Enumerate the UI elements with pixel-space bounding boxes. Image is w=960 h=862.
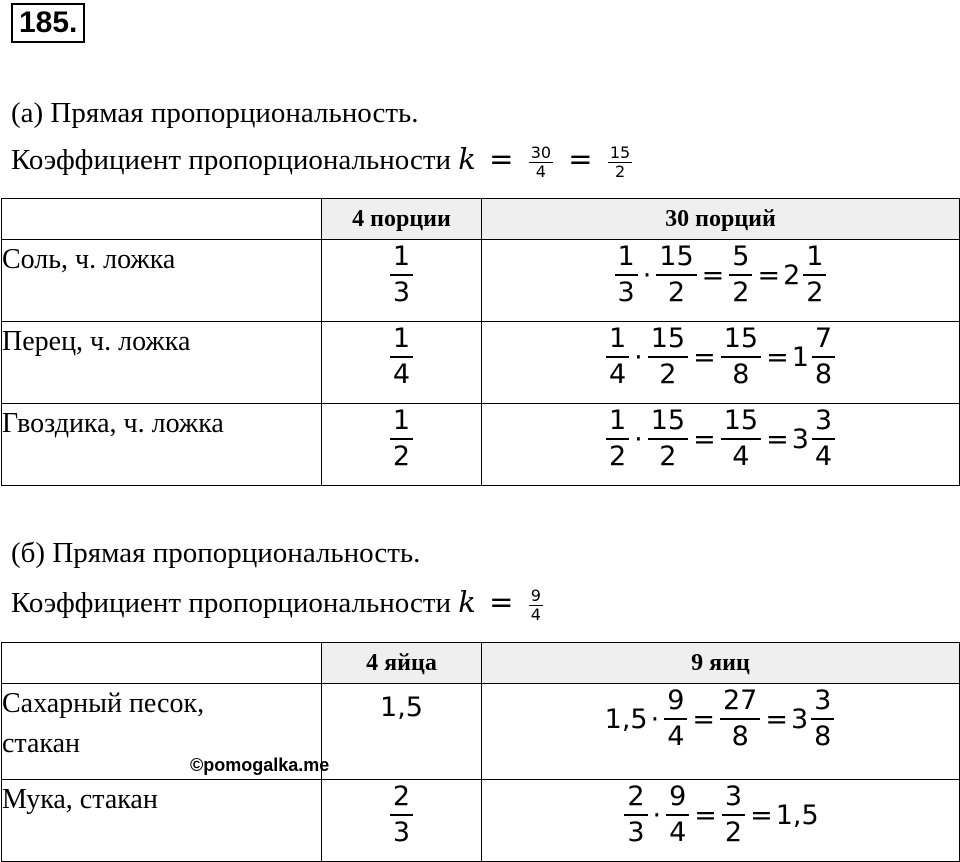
table-row: [2, 684, 960, 780]
table-row: [2, 322, 960, 404]
col1-value: $\frac{1}{4}$: [322, 322, 482, 404]
row-label: Перец, ч. ложка: [2, 322, 322, 404]
col2-calculation: 1,5 · $\frac{9}{4}$ = $\frac{27}{8}$ = 3 $\frac{3}{8}$: [482, 684, 960, 780]
col2-calculation: $\frac{1}{4}$ · $\frac{15}{2}$ = $\frac{15}{8}$ = 1 $\frac{7}{8}$: [482, 322, 960, 404]
row-label: Мука, стакан: [2, 780, 322, 862]
part-b-coefficient: [11, 585, 545, 624]
problem-number: 185.: [11, 3, 85, 43]
header-30-portions: 30 порций: [482, 199, 960, 240]
table-row: [2, 780, 960, 862]
header-blank: [2, 643, 322, 684]
row-label: Гвоздика, ч. ложка: [2, 404, 322, 486]
table-row: [2, 404, 960, 486]
col2-calculation: $\frac{2}{3}$ · $\frac{9}{4}$ = $\frac{3}{2}$ = 1,5: [482, 780, 960, 862]
header-9-eggs: 9 яиц: [482, 643, 960, 684]
col1-value: 1,5: [322, 684, 482, 780]
col2-calculation: $\frac{1}{2}$ · $\frac{15}{2}$ = $\frac{15}{4}$ = 3 $\frac{3}{4}$: [482, 404, 960, 486]
table-row: [2, 240, 960, 322]
coef-text: Коэффициент пропорциональности: [11, 144, 452, 176]
equals-sign: =: [489, 142, 514, 176]
table-a: [1, 198, 960, 486]
part-a-coefficient: [11, 142, 634, 181]
row-label: Соль, ч. ложка: [2, 240, 322, 322]
col1-value: $\frac{1}{3}$: [322, 240, 482, 322]
k-symbol: k: [458, 142, 476, 176]
header-blank: [2, 199, 322, 240]
header-4-portions: 4 порции: [322, 199, 482, 240]
col1-value: $\frac{2}{3}$: [322, 780, 482, 862]
col1-value: $\frac{1}{2}$: [322, 404, 482, 486]
part-b-statement: (б) Прямая пропорциональность.: [11, 537, 421, 569]
equals-sign: =: [489, 585, 514, 619]
k-fraction-1: $\frac{30}{4}$: [530, 142, 552, 181]
k-fraction: $\frac{9}{4}$: [530, 585, 541, 624]
row-label: Сахарный песок, стакан: [2, 684, 322, 780]
equals-sign: =: [568, 142, 593, 176]
table-header-row: [2, 643, 960, 684]
watermark: ©pomogalka.me: [190, 755, 330, 775]
part-a-statement: (а) Прямая пропорциональность.: [11, 97, 419, 129]
coef-text: Коэффициент пропорциональности: [11, 587, 452, 619]
table-b: [1, 642, 960, 862]
k-symbol: k: [458, 585, 476, 619]
table-header-row: [2, 199, 960, 240]
col2-calculation: $\frac{1}{3}$ · $\frac{15}{2}$ = $\frac{5}{2}$ = 2 $\frac{1}{2}$: [482, 240, 960, 322]
k-fraction-2: $\frac{15}{2}$: [609, 142, 631, 181]
header-4-eggs: 4 яйца: [322, 643, 482, 684]
